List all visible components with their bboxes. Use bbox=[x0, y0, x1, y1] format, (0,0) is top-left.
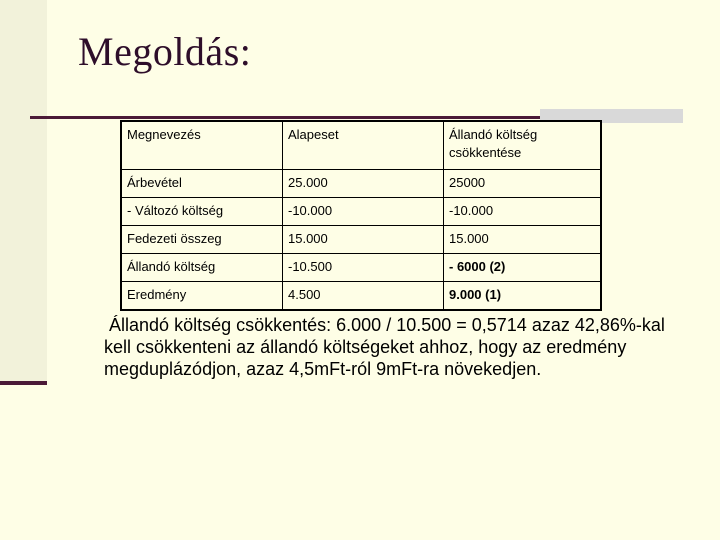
table-cell: Árbevétel bbox=[121, 170, 283, 198]
explanation-text: Állandó költség csökkentés: 6.000 / 10.500 = 0,5714 azaz 42,86%-kal kell csökkenteni az állandó költségeket ahhoz, hogy az eredmény megduplázódjon, azaz 4,5mFt-ról 9mFt-ra növekedjen. bbox=[104, 315, 670, 379]
table-cell: 9.000 (1) bbox=[444, 282, 602, 311]
table-cell: - 6000 (2) bbox=[444, 254, 602, 282]
decorative-left-accent bbox=[0, 381, 47, 385]
table-cell: 15.000 bbox=[283, 226, 444, 254]
table-row bbox=[121, 170, 601, 198]
table-row bbox=[121, 198, 601, 226]
table-cell: 4.500 bbox=[283, 282, 444, 311]
table-header-row bbox=[121, 121, 601, 170]
table-cell: 25.000 bbox=[283, 170, 444, 198]
table-row bbox=[121, 226, 601, 254]
table-cell: -10.500 bbox=[283, 254, 444, 282]
header-cell: Alapeset bbox=[283, 121, 444, 170]
table-row bbox=[121, 282, 601, 311]
cost-table bbox=[120, 120, 602, 311]
slide-title: Megoldás: bbox=[78, 29, 252, 74]
table-cell: 25000 bbox=[444, 170, 602, 198]
table-cell: Fedezeti összeg bbox=[121, 226, 283, 254]
decorative-left-bar bbox=[0, 0, 47, 383]
table-cell: 15.000 bbox=[444, 226, 602, 254]
header-cell: Állandó költség csökkentése bbox=[444, 121, 602, 170]
table-cell: Eredmény bbox=[121, 282, 283, 311]
table-cell: -10.000 bbox=[283, 198, 444, 226]
table-row bbox=[121, 254, 601, 282]
table-cell: Állandó költség bbox=[121, 254, 283, 282]
title-divider bbox=[30, 116, 540, 119]
header-cell: Megnevezés bbox=[121, 121, 283, 170]
table-cell: - Változó költség bbox=[121, 198, 283, 226]
table-cell: -10.000 bbox=[444, 198, 602, 226]
